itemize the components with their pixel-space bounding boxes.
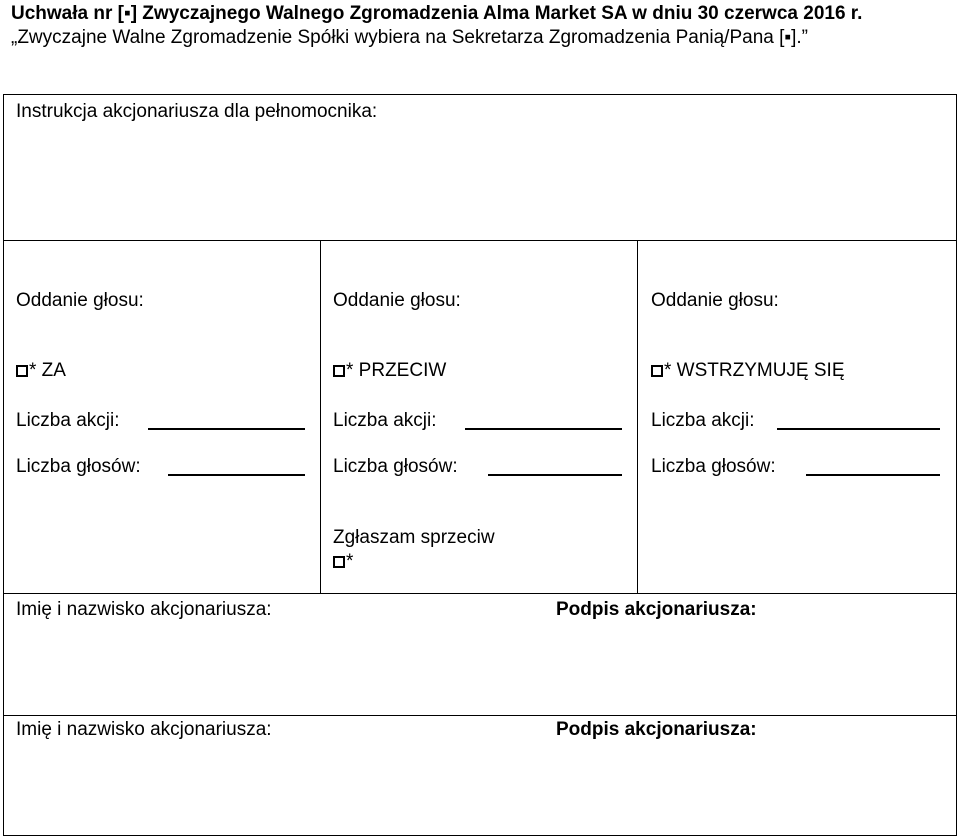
vote-option-abstain[interactable]	[651, 360, 845, 382]
column-divider-1	[320, 240, 321, 594]
column-divider-2	[637, 240, 638, 594]
shareholder-name-label-1: Imię i nazwisko akcjonariusza:	[16, 599, 272, 620]
instruction-label: Instrukcja akcjonariusza dla pełnomocnika:	[16, 101, 378, 122]
objection-label: Zgłaszam sprzeciw	[333, 527, 495, 548]
checkbox-against[interactable]	[333, 365, 345, 377]
shareholder-signature-label-1: Podpis akcjonariusza:	[556, 599, 757, 620]
shares-label-abstain: Liczba akcji:	[651, 410, 755, 431]
checkbox-abstain[interactable]	[651, 365, 663, 377]
resolution-text: „Zwyczajne Walne Zgromadzenie Spółki wybiera na Sekretarza Zgromadzenia Panią/Pana [▪].”	[11, 27, 809, 48]
objection-option[interactable]	[333, 551, 353, 573]
vote-option-for[interactable]	[16, 360, 66, 382]
checkbox-for[interactable]	[16, 365, 28, 377]
shares-label-against: Liczba akcji:	[333, 410, 437, 431]
shares-field-against[interactable]	[465, 428, 622, 430]
vote-heading-against: Oddanie głosu:	[333, 290, 461, 311]
shares-field-abstain[interactable]	[777, 428, 940, 430]
vote-section-left-border	[3, 240, 4, 594]
votes-field-for[interactable]	[168, 474, 305, 476]
votes-label-against: Liczba głosów:	[333, 456, 458, 477]
vote-option-against[interactable]	[333, 360, 446, 382]
objection-option-label: *	[346, 551, 354, 572]
shareholder-signature-label-2: Podpis akcjonariusza:	[556, 719, 757, 740]
vote-heading-abstain: Oddanie głosu:	[651, 290, 779, 311]
votes-field-abstain[interactable]	[806, 474, 940, 476]
document-title: Uchwała nr [▪] Zwyczajnego Walnego Zgromadzenia Alma Market SA w dniu 30 czerwca 2016 r.	[11, 3, 863, 24]
shares-field-for[interactable]	[148, 428, 305, 430]
shareholder-name-label-2: Imię i nazwisko akcjonariusza:	[16, 719, 272, 740]
vote-option-against-label: * PRZECIW	[346, 360, 447, 381]
vote-heading-for: Oddanie głosu:	[16, 290, 144, 311]
votes-label-for: Liczba głosów:	[16, 456, 141, 477]
checkbox-objection[interactable]	[333, 556, 345, 568]
votes-label-abstain: Liczba głosów:	[651, 456, 776, 477]
vote-option-for-label: * ZA	[29, 360, 66, 381]
votes-field-against[interactable]	[488, 474, 622, 476]
shares-label-for: Liczba akcji:	[16, 410, 120, 431]
vote-section-right-border	[956, 240, 957, 594]
vote-option-abstain-label: * WSTRZYMUJĘ SIĘ	[664, 360, 845, 381]
